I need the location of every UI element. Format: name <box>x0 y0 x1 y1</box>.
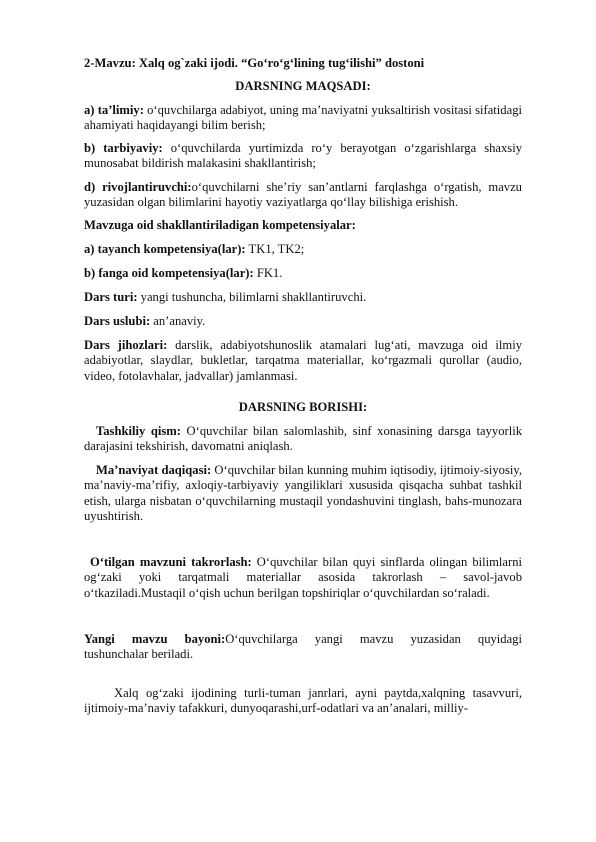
competency-core: a) tayanch kompetensiya(lar): TK1, TK2; <box>84 242 305 256</box>
goal-upbringing: b) tarbiyaviy: o‘quvchilarda yurtimizda ro‘y berayotgan o‘zgarishlarga shaxsiy munosabat bildirish malakasini shakllantirish; <box>84 141 522 171</box>
new-topic-line: Yangi mavzu bayoni:O‘quvchilarga yangi mavzu yuzasidan quyidagi <box>84 632 522 646</box>
lesson-equipment: Dars jihozlari: darslik, adabiyotshunoslik atamalari lug‘ati, mavzuga oid ilmiy adabiyotlar, slaydlar, bukletlar, tarqatma materiallar, ko‘rgazmali qurollar (audio, video, fotolavhalar, jadvallar) jamlanmasi. <box>84 338 522 383</box>
document-title: 2-Mavzu: Xalq og`zaki ijodi. “Go‘ro‘g‘lining tug‘ilishi” dostoni <box>84 56 425 70</box>
goal-developing: d) rivojlantiruvchi:o‘quvchilarni she’riy san’antlarni farqlashga o‘rgatish, mavzu yuzasidan olgan bilimlarini hayotiy vaziyatlarga qo‘llay bilishiga erishish. <box>84 180 522 210</box>
lesson-type: Dars turi: yangi tushuncha, bilimlarni shakllantiruvchi. <box>84 290 367 304</box>
competencies-heading: Mavzuga oid shakllantiriladigan kompetensiyalar: <box>84 218 356 232</box>
previous-topic-review: O‘tilgan mavzuni takrorlash: O‘quvchilar bilan quyi sinflarda olingan bilimlarni og‘zaki yoki tarqatmali materiallar asosida takrorlash – savol-javob o‘tkaziladi.Mustaqil o‘qish uchun berilgan topshiriqlar o‘quvchilardan so‘raladi. <box>84 555 522 600</box>
final-paragraph: Xalq og‘zaki ijodining turli-tuman janrlari, ayni paytda,xalqning tasavvuri, ijtimoiy-ma’naviy tafakkuri, dunyoqarashi,urf-odatlari va an’analari, milliy- <box>84 686 522 716</box>
competency-subject: b) fanga oid kompetensiya(lar): FK1. <box>84 266 283 280</box>
organizational-part: Tashkiliy qism: O‘quvchilar bilan salomlashib, sinf xonasining darsga tayyorlik darajasini tekshirish, davomatni aniqlash. <box>84 424 522 454</box>
new-topic-section <box>84 632 522 663</box>
new-topic-line-continued: tushunchalar beriladi. <box>84 647 194 662</box>
spirituality-minute: Ma’naviyat daqiqasi: O‘quvchilar bilan kunning muhim iqtisodiy, ijtimoiy-siyosiy, ma’naviy-ma’rifiy, axloqiy-tarbiyaviy yangiliklari xususida qisqacha suhbat tashkil etish, ularga nisbatan o‘quvchilarning mustaqil yondashuvini tinglash, bahs-munozara uyushtirish. <box>84 463 522 524</box>
process-heading: DARSNING BORISHI: <box>238 400 368 414</box>
goal-educational: a) ta’limiy: o‘quvchilarga adabiyot, uning ma’naviyatni yuksaltirish vositasi sifatidagi ahamiyati haqidayangi bilim berish; <box>84 103 522 133</box>
lesson-style: Dars uslubi: an’anaviy. <box>84 314 206 328</box>
goals-heading: DARSNING MAQSADI: <box>235 79 371 93</box>
